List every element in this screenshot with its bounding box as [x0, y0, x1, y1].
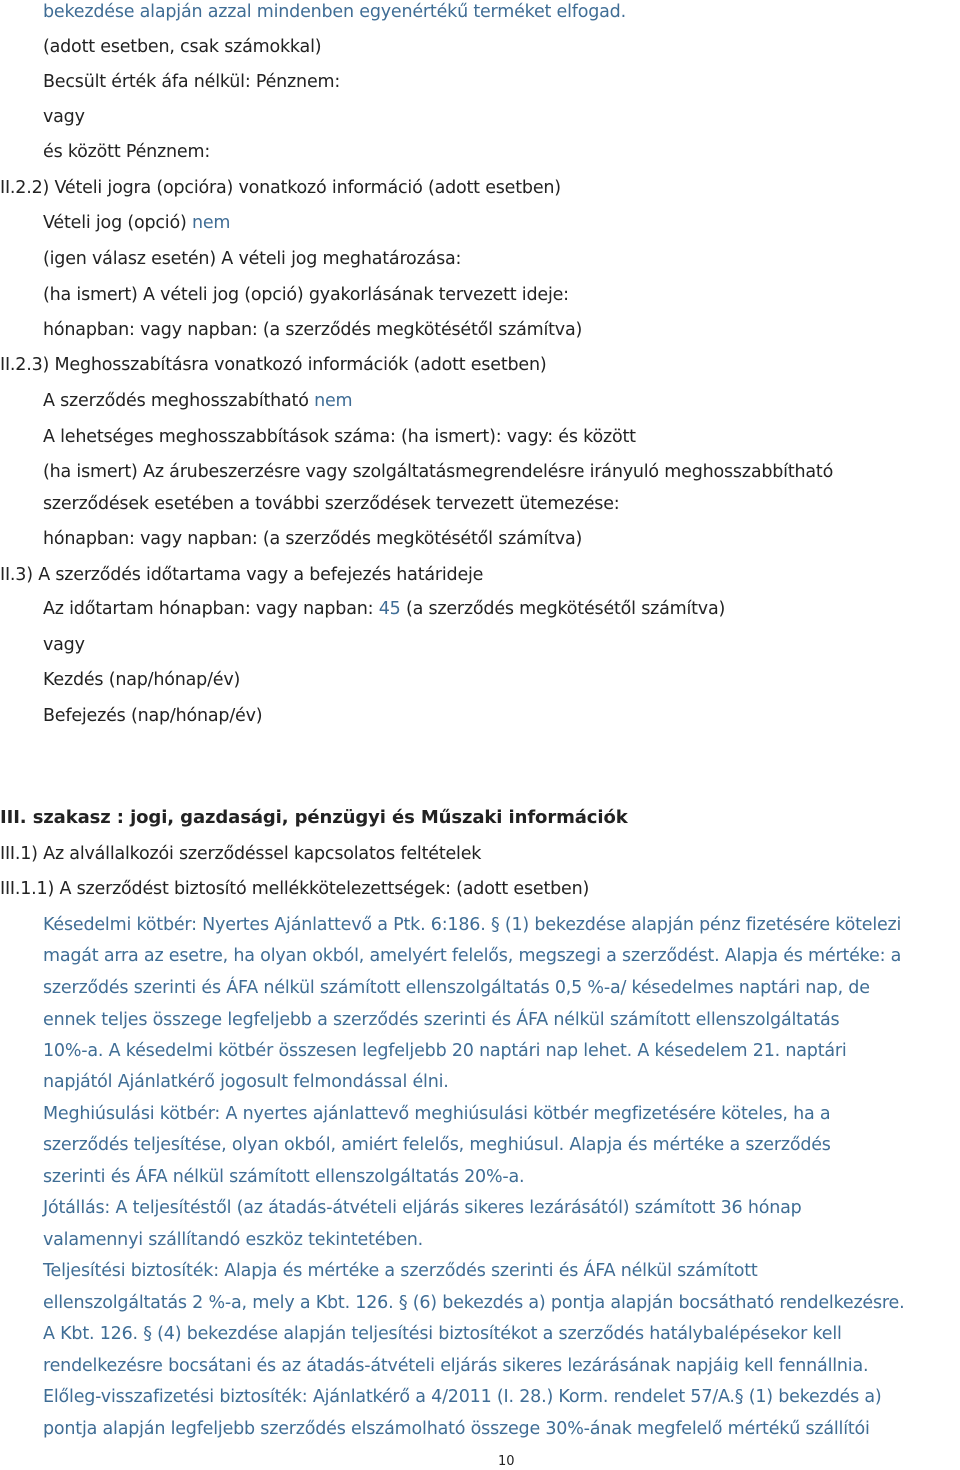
guarantee-line: Késedelmi kötbér: Nyertes Ajánlattevő a Ptk. 6:186. § (1) bekezdése alapján pénz fizetésére kötelezi	[43, 915, 902, 935]
guarantee-line: Előleg-visszafizetési biztosíték: Ajánlatkérő a 4/2011 (I. 28.) Korm. rendelet 57/A.§ (1) bekezdés a)	[43, 1387, 882, 1407]
option-label: Vételi jog (opció)	[43, 213, 192, 233]
text-line: és között Pénznem:	[43, 142, 211, 162]
section-heading-ii23: II.2.3) Meghosszabításra vonatkozó információk (adott esetben)	[0, 355, 547, 375]
text-line: (ha ismert) Az árubeszerzésre vagy szolgáltatásmegrendelésre irányuló meghosszabbítható	[43, 462, 834, 482]
text-line: (adott esetben, csak számokkal)	[43, 37, 322, 57]
text-line: hónapban: vagy napban: (a szerződés megkötésétől számítva)	[43, 529, 583, 549]
section-heading-ii22: II.2.2) Vételi jogra (opcióra) vonatkozó információ (adott esetben)	[0, 178, 561, 198]
section-heading-iii: III. szakasz : jogi, gazdasági, pénzügyi és Műszaki információk	[0, 807, 628, 828]
start-date-label: Kezdés (nap/hónap/év)	[43, 670, 241, 690]
guarantee-line: Jótállás: A teljesítéstől (az átadás-átvételi eljárás sikeres lezárásától) számított 36 hónap	[43, 1198, 802, 1218]
extension-line	[43, 389, 352, 413]
text-line: bekezdése alapján azzal mindenben egyenértékű terméket elfogad.	[43, 2, 626, 22]
section-heading-ii3: II.3) A szerződés időtartama vagy a befejezés határideje	[0, 565, 484, 585]
extension-label: A szerződés meghosszabítható	[43, 391, 315, 411]
text-line: szerződések esetében a további szerződések tervezett ütemezése:	[43, 494, 620, 514]
text-line: Becsült érték áfa nélkül: Pénznem:	[43, 72, 341, 92]
subsection-heading-iii1: III.1) Az alvállalkozói szerződéssel kapcsolatos feltételek	[0, 844, 482, 864]
guarantee-line: ellenszolgáltatás 2 %-a, mely a Kbt. 126. § (6) bekezdés a) pontja alapján bocsátható rendelkezésre.	[43, 1293, 905, 1313]
guarantee-line: ennek teljes összege legfeljebb a szerződés szerinti és ÁFA nélkül számított ellenszolgáltatás	[43, 1010, 840, 1030]
guarantee-line: szerződés teljesítése, olyan okból, amiért felelős, meghiúsul. Alapja és mértéke a szerződés	[43, 1135, 831, 1155]
end-date-label: Befejezés (nap/hónap/év)	[43, 706, 263, 726]
guarantee-line: szerződés szerinti és ÁFA nélkül számított ellenszolgáltatás 0,5 %-a/ késedelmes naptári nap, de	[43, 978, 870, 998]
guarantee-line: 10%-a. A késedelmi kötbér összesen legfeljebb 20 naptári nap lehet. A késedelem 21. naptári	[43, 1041, 847, 1061]
guarantee-line: szerinti és ÁFA nélkül számított ellenszolgáltatás 20%-a.	[43, 1167, 525, 1187]
guarantee-line: pontja alapján legfeljebb szerződés elszámolható összege 30%-ának megfelelő mértékű szállítói	[43, 1419, 870, 1439]
page-number: 10	[498, 1454, 515, 1469]
text-line: (igen válasz esetén) A vételi jog meghatározása:	[43, 249, 462, 269]
guarantee-line: Meghiúsulási kötbér: A nyertes ajánlattevő meghiúsulási kötbér megfizetésére köteles, ha a	[43, 1104, 831, 1124]
guarantee-line: A Kbt. 126. § (4) bekezdése alapján teljesítési biztosítékot a szerződés hatálybalépésekor kell	[43, 1324, 842, 1344]
guarantee-line: Teljesítési biztosíték: Alapja és mértéke a szerződés szerinti és ÁFA nélkül számított	[43, 1261, 758, 1281]
text-line: A lehetséges meghosszabbítások száma: (ha ismert): vagy: és között	[43, 427, 636, 447]
text-line: vagy	[43, 107, 85, 127]
duration-line	[43, 597, 725, 621]
option-value: nem	[191, 213, 231, 233]
guarantee-line: napjától Ajánlatkérő jogosult felmondással élni.	[43, 1072, 449, 1092]
text-line: (ha ismert) A vételi jog (opció) gyakorlásának tervezett ideje:	[43, 285, 569, 305]
guarantee-line: rendelkezésre bocsátani és az átadás-átvételi eljárás sikeres lezárásának napjáig kell fennállnia.	[43, 1356, 869, 1376]
subsection-heading-iii11: III.1.1) A szerződést biztosító mellékkötelezettségek: (adott esetben)	[0, 879, 590, 899]
guarantee-line: magát arra az esetre, ha olyan okból, amelyért felelős, megszegi a szerződést. Alapja és mértéke: a	[43, 946, 902, 966]
duration-suffix: (a szerződés megkötésétől számítva)	[400, 599, 726, 619]
text-line: vagy	[43, 635, 85, 655]
text-line: hónapban: vagy napban: (a szerződés megkötésétől számítva)	[43, 320, 583, 340]
extension-value: nem	[314, 391, 353, 411]
duration-value: 45	[378, 599, 401, 619]
option-line	[43, 211, 230, 235]
duration-label: Az időtartam hónapban: vagy napban:	[43, 599, 379, 619]
guarantee-line: valamennyi szállítandó eszköz tekintetében.	[43, 1230, 424, 1250]
